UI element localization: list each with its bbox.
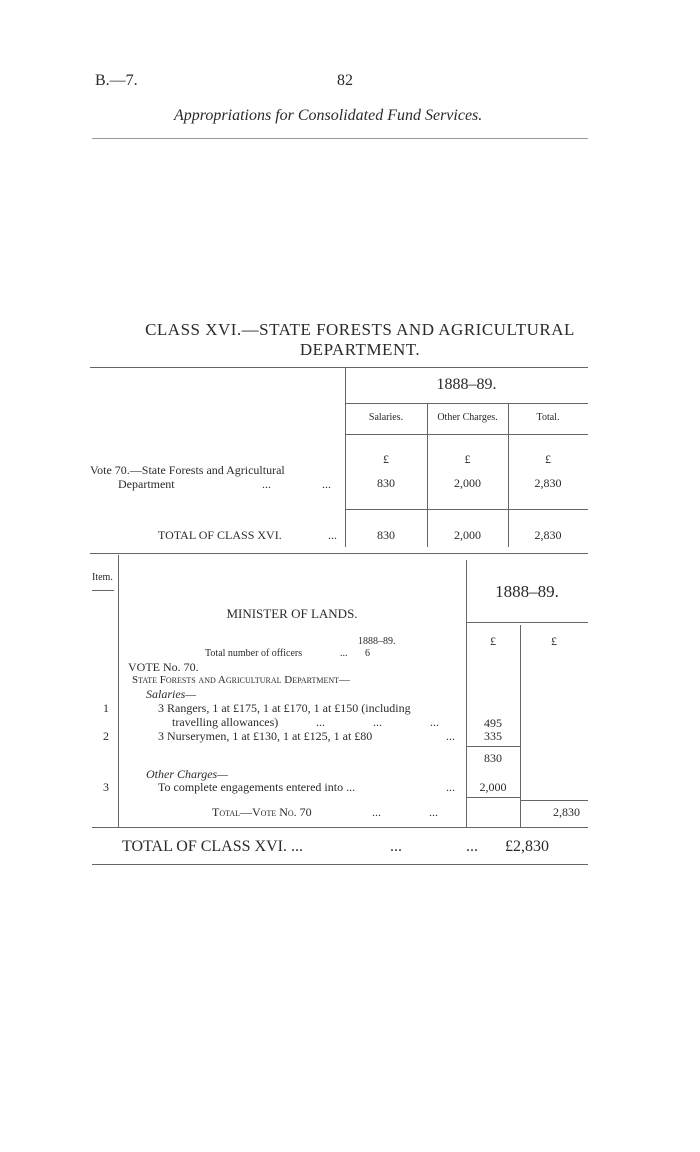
vote-total-dots: ... ...: [372, 805, 438, 819]
item1-line2: travelling allowances): [172, 715, 279, 729]
page-number: 82: [337, 72, 353, 89]
summary-year: 1888–89.: [436, 376, 497, 393]
vote-total-value: 2,830: [553, 805, 580, 819]
item2-text: 3 Nurserymen, 1 at £130, 1 at £125, 1 at £80: [158, 729, 373, 743]
vote-no: VOTE No. 70.: [128, 660, 199, 674]
item2-no: 2: [103, 729, 109, 743]
item3-dots: ...: [446, 780, 455, 794]
col-other-charges: Other Charges.: [437, 412, 498, 423]
subtotal: 830: [484, 751, 502, 765]
item1-value: 495: [484, 716, 502, 730]
vote-line2: Department: [118, 477, 175, 491]
total-total: 2,830: [534, 528, 562, 542]
officers-count: 6: [365, 648, 370, 659]
footer-rule: [92, 864, 588, 865]
vote-dots-a: ...: [262, 477, 271, 491]
item-header: Item.: [92, 572, 113, 583]
footer-total-dots: ... ...: [390, 838, 478, 855]
detail-year: 1888–89.: [495, 582, 559, 601]
col-salaries: Salaries.: [368, 412, 404, 423]
officers-dots: ...: [340, 648, 348, 659]
dept-heading: State Forests and Agricultural Department—: [132, 674, 351, 686]
running-title: Appropriations for Consolidated Fund Services.: [174, 107, 483, 124]
officers-label: Total number of officers: [205, 648, 303, 659]
class-title: [60, 320, 660, 360]
class-title-line2: DEPARTMENT.: [299, 340, 421, 359]
item3-text: To complete engagements entered into ...: [158, 780, 356, 794]
item2-dots: ...: [446, 729, 455, 743]
item1-no: 1: [103, 701, 109, 715]
item1-line1: 3 Rangers, 1 at £175, 1 at £170, 1 at £150 (including: [158, 701, 411, 715]
currency-total: £: [545, 452, 551, 466]
summary-total-dots: ...: [328, 528, 337, 542]
officers-year: 1888–89.: [358, 636, 396, 647]
currency-other: £: [464, 452, 471, 466]
salaries-label: Salaries—: [146, 687, 197, 701]
detail-currency-1: £: [490, 634, 496, 648]
item3-no: 3: [103, 780, 109, 794]
vote-dots-b: ...: [322, 477, 331, 491]
vote-total-label: Total—Vote No. 70: [212, 805, 312, 819]
footer-total-value: £2,830: [505, 838, 549, 855]
vote-line1: Vote 70.—State Forests and Agricultural: [90, 463, 285, 477]
item3-value: 2,000: [479, 780, 507, 794]
total-other: 2,000: [454, 528, 481, 542]
other-charges-label: Other Charges—: [146, 767, 228, 781]
item2-value: 335: [484, 729, 502, 743]
page-ref: B.—7.: [95, 72, 138, 89]
currency-salaries: £: [383, 452, 389, 466]
minister-heading: MINISTER OF LANDS.: [226, 606, 358, 621]
vote-other: 2,000: [454, 476, 481, 490]
class-title-line1: CLASS XVI.—STATE FORESTS AND AGRICULTURAL: [145, 320, 575, 339]
detail-currency-2: £: [551, 634, 557, 648]
total-salaries: 830: [377, 528, 395, 542]
col-total: Total.: [536, 412, 560, 423]
vote-salaries: 830: [377, 476, 395, 490]
item1-dots: ... ... ...: [316, 715, 439, 729]
vote-total: 2,830: [534, 476, 562, 490]
footer-total-label: TOTAL OF CLASS XVI. ...: [122, 838, 303, 855]
summary-total-label: TOTAL OF CLASS XVI.: [158, 528, 282, 542]
header-rule: [92, 138, 588, 139]
